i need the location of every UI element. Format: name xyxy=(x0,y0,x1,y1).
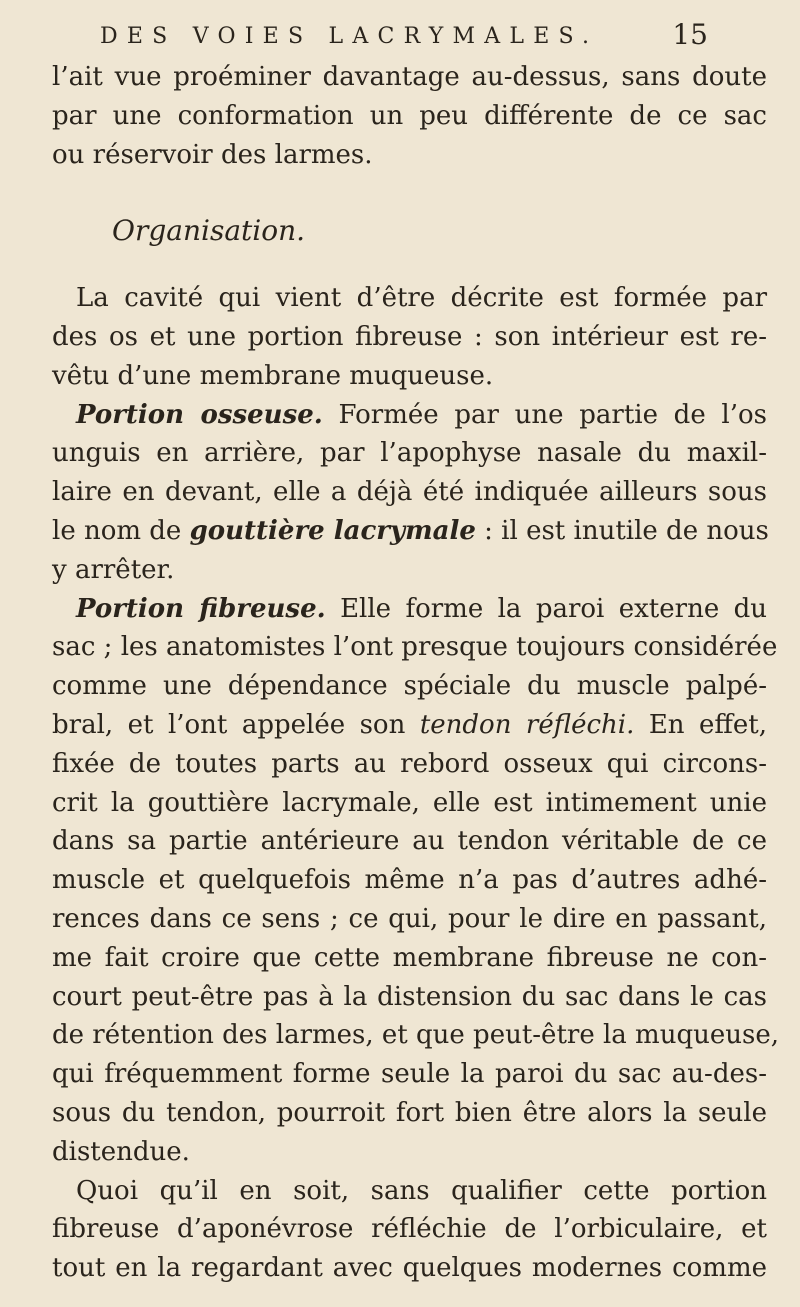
text-line: comme une dépendance spéciale du muscle palpé- xyxy=(52,671,767,702)
text-fragment: : il est inutile de nous xyxy=(475,515,769,546)
emphasis-term: tendon réfléchi. xyxy=(419,709,635,740)
text-line xyxy=(52,590,767,629)
text-fragment: le nom de xyxy=(52,515,190,546)
text-line: Quoi qu’il en soit, sans qualifier cette portion xyxy=(76,1175,767,1206)
text-line: fibreuse d’aponévrose réfléchie de l’orbiculaire, et xyxy=(52,1214,767,1245)
text-line xyxy=(52,512,767,551)
text-line: rences dans ce sens ; ce qui, pour le dire en passant, xyxy=(52,903,767,934)
emphasis-term: gouttière lacrymale xyxy=(189,515,476,546)
text-line: tout en la regardant avec quelques modernes comme xyxy=(52,1253,767,1284)
running-head xyxy=(90,18,708,58)
text-line: court peut-être pas à la distension du sac dans le cas xyxy=(52,981,767,1012)
text-fragment: Elle forme la paroi externe du xyxy=(325,593,767,624)
text-line: y arrêter. xyxy=(52,554,175,585)
text-line: l’ait vue proéminer davantage au-dessus, sans doute xyxy=(52,62,767,92)
text-fragment: En effet, xyxy=(634,709,767,740)
page-number: 15 xyxy=(672,18,708,51)
text-line xyxy=(52,396,767,435)
text-fragment: bral, et l’ont appelée son xyxy=(52,709,420,740)
running-title: DES VOIES LACRYMALES. xyxy=(100,24,599,49)
text-line: sac ; les anatomistes l’ont presque toujours considérée xyxy=(52,632,778,663)
subsection-title: Portion osseuse. xyxy=(76,399,323,430)
text-fragment: Formée par une partie de l’os xyxy=(322,399,768,430)
text-line: distendue. xyxy=(52,1136,190,1167)
text-line: qui fréquemment forme seule la paroi du sac au-des- xyxy=(52,1059,767,1090)
text-line: muscle et quelquefois même n’a pas d’autres adhé- xyxy=(52,865,767,896)
section-heading: Organisation. xyxy=(112,214,306,248)
text-line: vêtu d’une membrane muqueuse. xyxy=(52,360,494,391)
text-line: La cavité qui vient d’être décrite est formée par xyxy=(76,283,767,314)
text-line: dans sa partie antérieure au tendon véritable de ce xyxy=(52,826,767,857)
text-line xyxy=(52,706,767,745)
text-line: laire en devant, elle a déjà été indiquée ailleurs sous xyxy=(52,477,767,508)
text-line: par une conformation un peu différente de ce sac xyxy=(52,100,767,131)
subsection-title: Portion fibreuse. xyxy=(76,593,326,624)
text-line: unguis en arrière, par l’apophyse nasale du maxil- xyxy=(52,438,767,469)
text-line: me fait croire que cette membrane fibreuse ne con- xyxy=(52,942,767,973)
text-line: sous du tendon, pourroit fort bien être alors la seule xyxy=(52,1097,767,1128)
text-line: des os et une portion fibreuse : son intérieur est re- xyxy=(52,321,767,352)
text-line: fixée de toutes parts au rebord osseux qui circons- xyxy=(52,748,767,779)
body-text xyxy=(52,58,779,1288)
text-line: crit la gouttière lacrymale, elle est intimement unie xyxy=(52,787,767,818)
text-line: de rétention des larmes, et que peut-être la muqueuse, xyxy=(52,1020,779,1051)
text-line: ou réservoir des larmes. xyxy=(52,139,373,170)
